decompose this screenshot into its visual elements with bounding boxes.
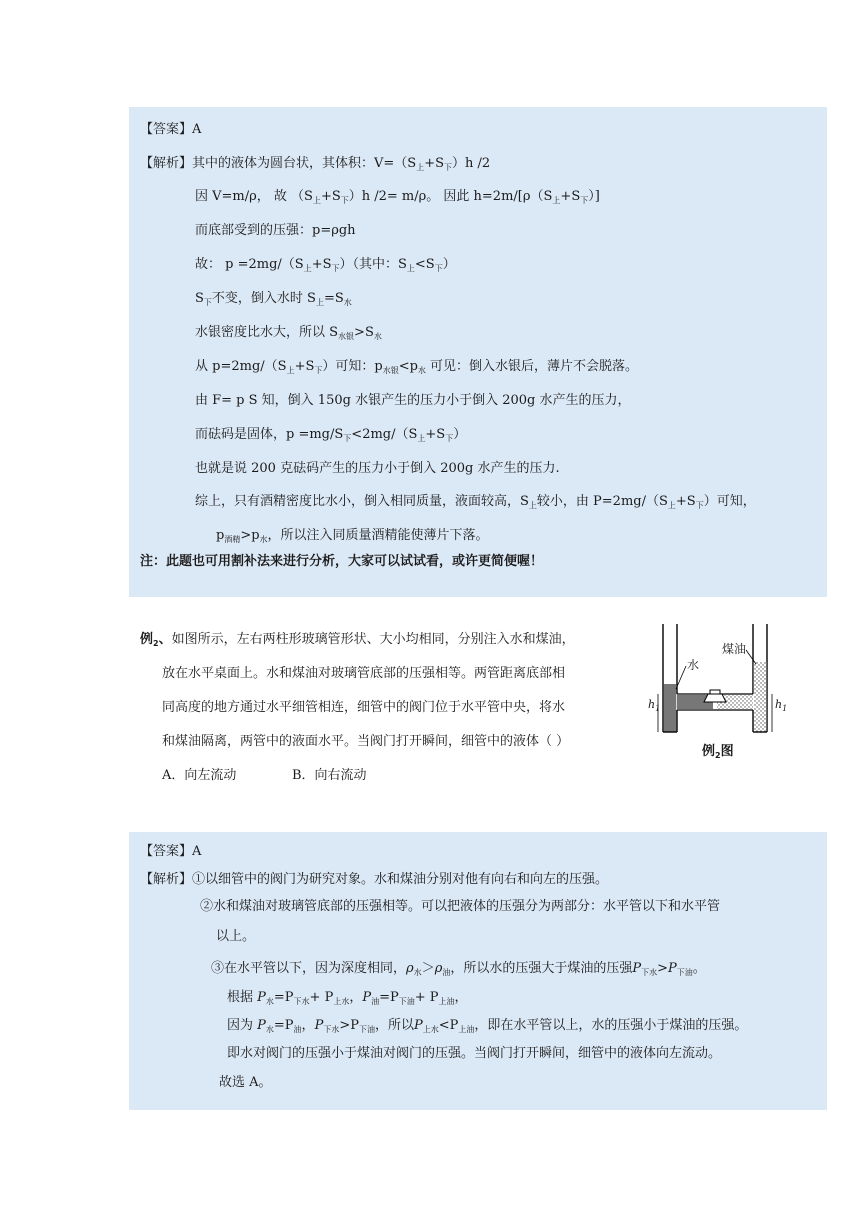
analysis-line-3: 而底部受到的压强：p=ρgh: [195, 223, 356, 238]
analysis-tag: 【解析】: [140, 156, 193, 171]
figure-caption: 例$_2$图: [702, 744, 734, 760]
analysis2-line-1: 【解析】①以细管中的阀门为研究对象。水和煤油分别对他有向右和向左的压强。: [140, 872, 609, 887]
note-line: 注：此题也可用割补法来进行分析，大家可以试试看，或许更简便喔！: [140, 554, 544, 569]
example-line-1: 例$_2$、如图所示，左右两柱形玻璃管形状、大小均相同，分别注入水和煤油，: [140, 632, 575, 648]
example-line-4: 和煤油隔离，两管中的液面水平。当阀门打开瞬间，细管中的液体（ ）: [162, 734, 570, 749]
analysis2-line-2: ②水和煤油对玻璃管底部的压强相等。可以把液体的压强分为两部分：水平管以下和水平管: [200, 899, 721, 914]
analysis-line-11: 综上，只有酒精密度比水小，倒入相同质量，液面较高，$S_上$较小，由 $P=2mg/(S_上+S_下)$可知，: [195, 494, 756, 510]
answer2-line: 【答案】A: [140, 844, 202, 859]
analysis-line-1: 【解析】其中的液体为圆台状，其体积：$V=(S_上+S_下)h$ /2: [140, 156, 491, 172]
analysis-line-10: 也就是说 200 克砝码产生的压力小于倒入 200g 水产生的压力.: [195, 461, 560, 476]
analysis2-line-5: 根据 $P_水=P_{下水}+ P_{上水}$，$P_油=P_{下油}+ P_{上油}$，: [227, 990, 468, 1006]
page-cut: [0, 800, 860, 830]
analysis2-line-8: 故选 A。: [219, 1075, 272, 1090]
analysis-line-7: 从 $p=2mg/(S_上+S_下)$可知：$p_{水银}<p_水$ 可见：倒入水银后，薄片不会脱落。: [195, 359, 639, 375]
analysis-line-4: 故： $p =2mg/(S_上+S_下)$（其中：$S_上<S_下$）: [195, 257, 456, 273]
analysis-line-9: 而砝码是固体，$p =mg/S_下<2mg/(S_上+S_下)$: [195, 427, 467, 443]
answer-value: A: [192, 122, 202, 137]
analysis2-line-6: 因为 $P_水=P_油$，$P_{下水}>P_{下油}$，所以$P_{上水}<P_{上油}$，即在水平管以上，水的压强小于煤油的压强。: [227, 1018, 748, 1034]
analysis-line-8: 由 F= p S 知，倒入 150g 水银产生的压力小于倒入 200g 水产生的压力，: [195, 393, 631, 408]
option-a: A．向左流动: [162, 768, 237, 783]
analysis-line-12: $p_{酒精}>p_水$，所以注入同质量酒精能使薄片下落。: [216, 528, 489, 544]
example-label: 例: [140, 632, 154, 647]
analysis-line-2: 因 V=m/ρ， 故 $(S_上+S_下)h$ /2= m/ρ。 因此 $h=2m/[\rho(S_上+S_下)]$: [195, 189, 600, 205]
analysis2-line-4: ③在水平管以下，因为深度相同，$\rho_水>\rho_油$，所以水的压强大于煤油的压强$P_{下水}>P_{下油}$。: [211, 961, 706, 977]
example-line-2: 放在水平桌面上。水和煤油对玻璃管底部的压强相等。两管距离底部相: [162, 666, 566, 681]
answer-box-1: [129, 107, 827, 597]
figure-label-water: 水: [687, 658, 700, 672]
figure-label-h-left: $h_1$: [648, 698, 661, 713]
answer-tag: 【答案】: [140, 122, 193, 137]
analysis2-line-3: 以上。: [216, 929, 256, 944]
analysis-line-5: $S_下$不变，倒入水时 $S_上=S_水$: [195, 291, 352, 307]
analysis2-line-7: 即水对阀门的压强小于煤油对阀门的压强。当阀门打开瞬间，细管中的液体向左流动。: [227, 1046, 722, 1061]
figure-label-h-right: $h_1$: [775, 698, 788, 713]
answer-line-1: [140, 121, 201, 139]
figure-label-oil: 煤油: [722, 642, 747, 656]
example-line-3: 同高度的地方通过水平细管相连，细管中的阀门位于水平管中央，将水: [162, 700, 566, 715]
analysis-line-6: 水银密度比水大，所以 $S_{水银}>S_水$: [195, 325, 382, 341]
option-b: B．向右流动: [292, 768, 367, 783]
